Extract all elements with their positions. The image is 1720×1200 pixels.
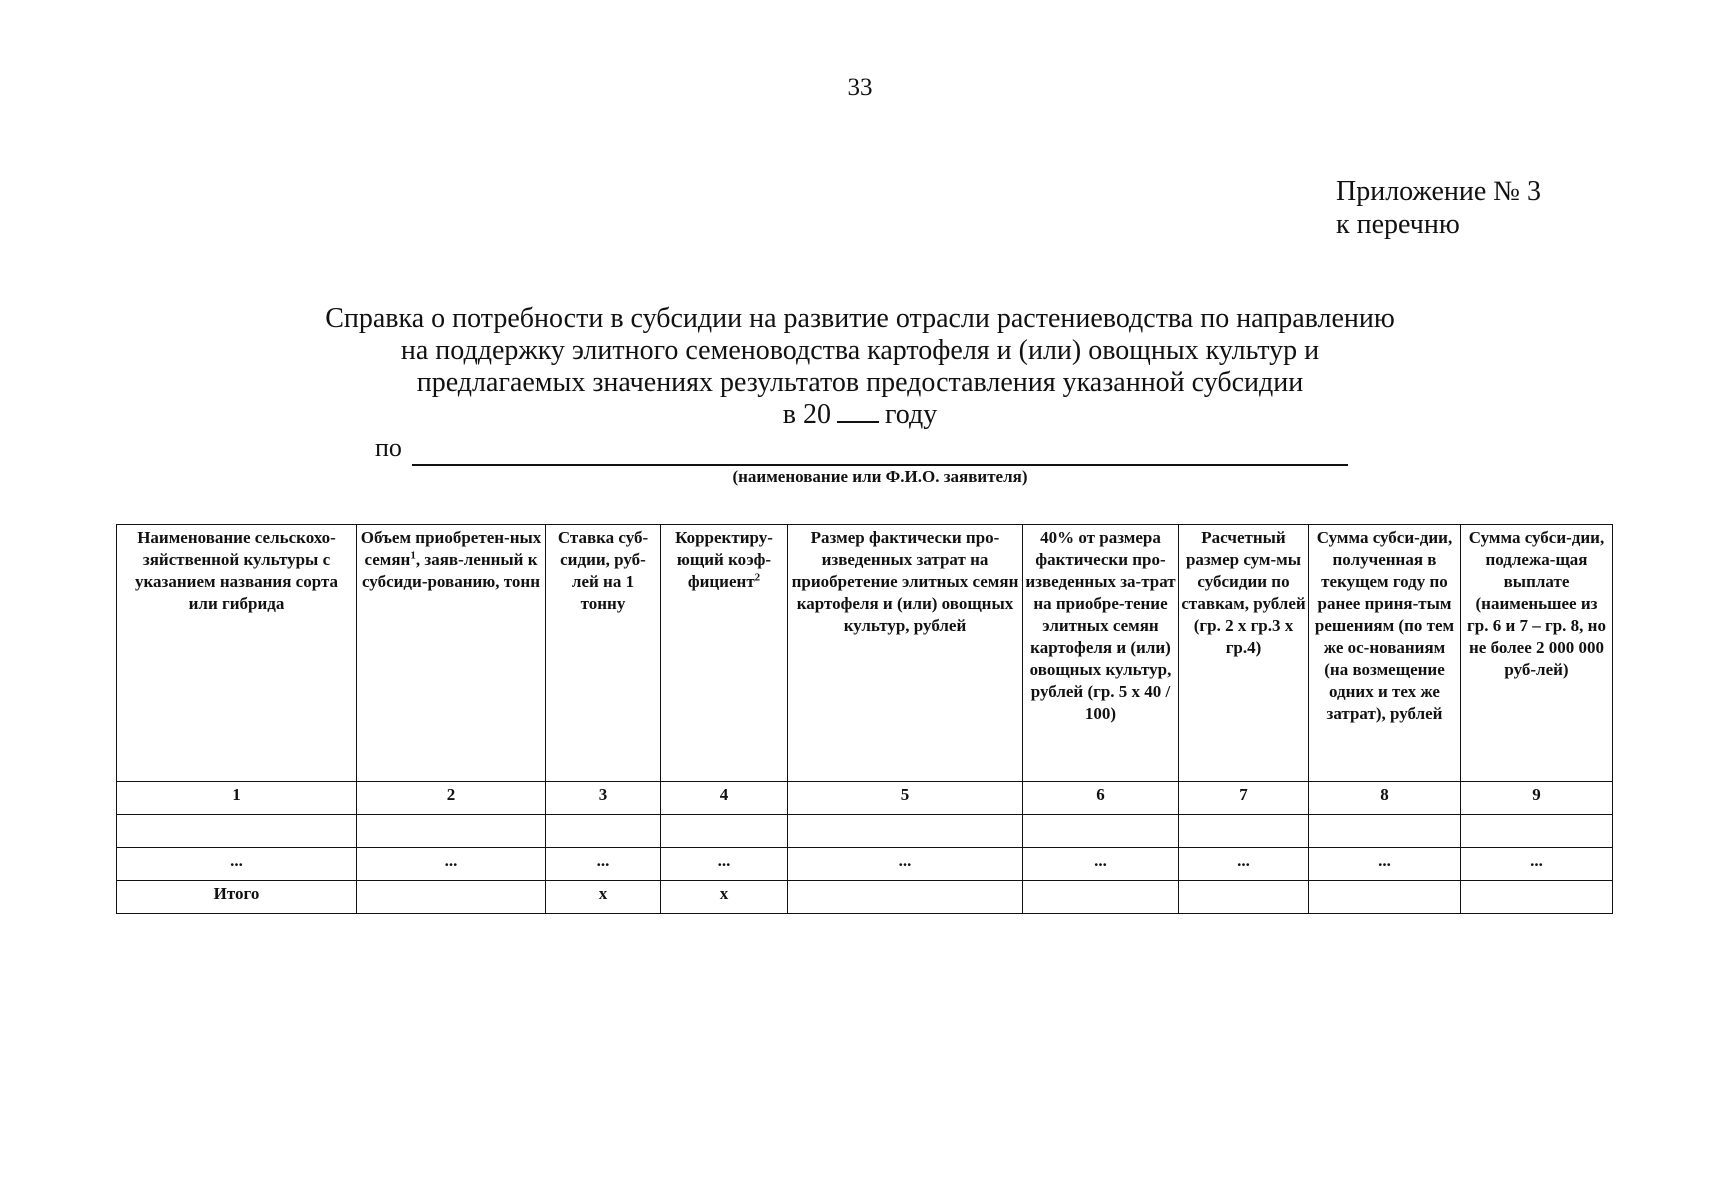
header-cell-7: Расчетный размер сум-мы субсидии по ставкам, рублей (гр. 2 х гр.3 х гр.4)	[1179, 525, 1309, 782]
table-cell[interactable]	[661, 815, 788, 848]
year-prefix: в 20	[782, 399, 831, 430]
table-cell[interactable]: ...	[788, 848, 1023, 881]
table-cell[interactable]: ...	[117, 848, 357, 881]
year-blank-field[interactable]	[837, 399, 879, 423]
column-number: 5	[788, 782, 1023, 815]
table-cell[interactable]	[788, 881, 1023, 914]
header-cell-2: Объем приобретен-ных семян$^1$, заяв-ленный к субсиди-рованию, тонн	[357, 525, 546, 782]
table-cell[interactable]	[117, 815, 357, 848]
table-header-row	[117, 525, 1613, 782]
column-number: 7	[1179, 782, 1309, 815]
table-cell[interactable]: ...	[1179, 848, 1309, 881]
table-cell[interactable]	[1309, 815, 1461, 848]
table-cell[interactable]	[1309, 881, 1461, 914]
applicant-caption: (наименование или Ф.И.О. заявителя)	[732, 467, 1028, 486]
title-year-line	[0, 399, 1720, 431]
column-number: 9	[1461, 782, 1613, 815]
header-cell-1: Наименование сельскохо-зяйственной культуры с указанием названия сорта или гибрида	[117, 525, 357, 782]
total-label-cell: Итого	[117, 881, 357, 914]
applicant-prefix: по	[375, 433, 402, 462]
footnote-mark-2: 2	[754, 571, 761, 584]
title-line-2: на поддержку элитного семеноводства картофеля и (или) овощных культур и	[400, 335, 1320, 366]
title-line-3: предлагаемых значениях результатов предоставления указанной субсидии	[416, 367, 1304, 398]
table-cell[interactable]	[546, 815, 661, 848]
table-cell[interactable]	[1023, 815, 1179, 848]
footnote-mark-1: 1	[410, 549, 416, 562]
page-number: 33	[847, 74, 873, 101]
table-cell[interactable]: ...	[357, 848, 546, 881]
header-cell-4: Корректиру-ющий коэф-фициент$^2$	[661, 525, 788, 782]
table-cell: х	[546, 881, 661, 914]
header-cell-8: Сумма субси-дии, полученная в текущем году по ранее приня-тым решениям (по тем же ос-нованиям (на возмещение одних и тех же затрат), рублей	[1309, 525, 1461, 782]
column-number: 4	[661, 782, 788, 815]
appendix-line-2: к перечню	[1336, 209, 1460, 240]
table-cell[interactable]	[1461, 815, 1613, 848]
table-cell[interactable]: ...	[546, 848, 661, 881]
column-number-row	[117, 782, 1613, 815]
table-cell[interactable]	[357, 815, 546, 848]
title-line-1: Справка о потребности в субсидии на развитие отрасли растениеводства по направлению	[325, 303, 1395, 334]
header-cell-6: 40% от размера фактически про-изведенных за-трат на приобре-тение элитных семян картофеля и (или) овощных культур, рублей (гр. 5 х 40 / 100)	[1023, 525, 1179, 782]
table-cell[interactable]: ...	[661, 848, 788, 881]
column-number: 8	[1309, 782, 1461, 815]
table-cell[interactable]	[1461, 881, 1613, 914]
header-cell-9: Сумма субси-дии, подлежа-щая выплате (наименьшее из гр. 6 и 7 – гр. 8, но не более 2 000 000 руб-лей)	[1461, 525, 1613, 782]
table-cell[interactable]: ...	[1023, 848, 1179, 881]
document-title	[0, 303, 1720, 431]
table-cell[interactable]	[788, 815, 1023, 848]
column-number: 2	[357, 782, 546, 815]
table-row-ellipsis	[117, 848, 1613, 881]
appendix-label	[1336, 175, 1541, 241]
header-cell-5: Размер фактически про-изведенных затрат на приобретение элитных семян картофеля и (или) овощных культур, рублей	[788, 525, 1023, 782]
appendix-line-1: Приложение № 3	[1336, 176, 1541, 207]
table-row-total	[117, 881, 1613, 914]
column-number: 6	[1023, 782, 1179, 815]
table-row-empty	[117, 815, 1613, 848]
subsidy-table	[116, 524, 1613, 914]
column-number: 3	[546, 782, 661, 815]
table-cell[interactable]	[1179, 815, 1309, 848]
table-cell[interactable]	[1179, 881, 1309, 914]
table-cell: х	[661, 881, 788, 914]
year-suffix: году	[885, 399, 938, 430]
column-number: 1	[117, 782, 357, 815]
table-cell[interactable]	[357, 881, 546, 914]
applicant-blank-field[interactable]	[412, 464, 1348, 466]
header-cell-3: Ставка суб-сидии, руб-лей на 1 тонну	[546, 525, 661, 782]
table-cell[interactable]: ...	[1461, 848, 1613, 881]
table-cell[interactable]: ...	[1309, 848, 1461, 881]
table-cell[interactable]	[1023, 881, 1179, 914]
